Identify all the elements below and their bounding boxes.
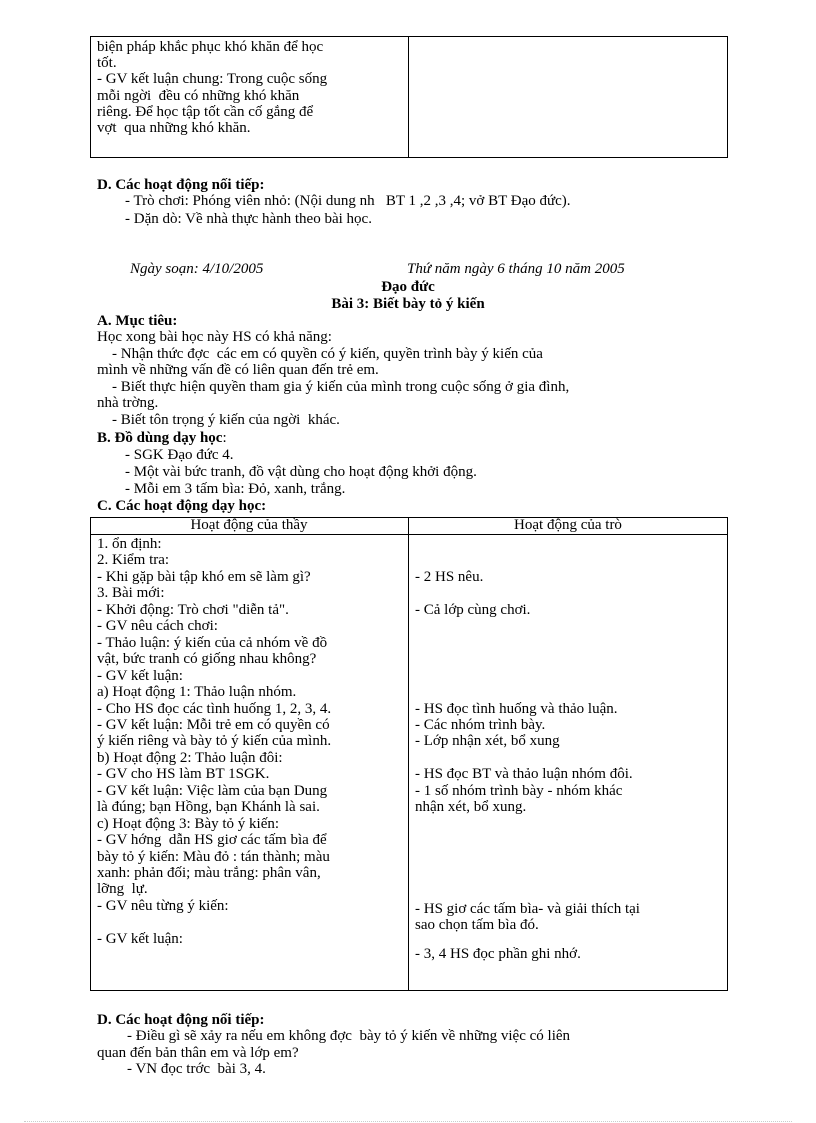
top-table-line: - GV kết luận chung: Trong cuộc sống — [97, 71, 328, 88]
section-d2-heading: D. Các hoạt động nối tiếp: — [97, 1012, 265, 1028]
main-table-divider — [408, 517, 409, 991]
date-prepared: Ngày soạn: 4/10/2005 — [130, 261, 264, 277]
student-line: nhận xét, bổ xung. — [415, 799, 527, 816]
top-table-line: biện pháp khắc phục khó khăn để học — [97, 39, 324, 55]
date-taught: Thứ năm ngày 6 tháng 10 năm 2005 — [407, 261, 625, 277]
section-d2-line: - Điều gì sẽ xảy ra nếu em không đợc bày tỏ ý kiến về những việc có liên — [97, 1028, 571, 1044]
teacher-line: - GV cho HS làm BT 1SGK. — [97, 766, 270, 783]
teacher-line: 3. Bài mới: — [97, 585, 165, 602]
teacher-line: xanh: phản đối; màu trắng: phân vân, — [97, 865, 321, 881]
teacher-line: bày tỏ ý kiến: Màu đỏ : tán thành; màu — [97, 848, 330, 865]
top-table-line: riêng. Để học tập tốt cần cố gắng để — [97, 103, 314, 120]
teacher-line: b) Hoạt động 2: Thảo luận đôi: — [97, 749, 283, 766]
teacher-line: - GV kết luận: Mỗi trẻ em có quyền có — [97, 716, 330, 733]
teacher-line: 1. ổn định: — [97, 536, 162, 552]
section-a-line: - Biết tôn trọng ý kiến của ngời khác. — [97, 411, 340, 428]
teacher-line: c) Hoạt động 3: Bày tỏ ý kiến: — [97, 815, 280, 832]
student-line: - 1 số nhóm trình bày - nhóm khác — [415, 782, 623, 799]
section-d2-line: - VN đọc trớc bài 3, 4. — [97, 1061, 266, 1077]
student-line: - 3, 4 HS đọc phần ghi nhớ. — [415, 945, 581, 962]
student-line: - HS đọc BT và thảo luận nhóm đôi. — [415, 766, 633, 783]
teacher-line: - GV kết luận: — [97, 930, 183, 947]
section-a-line: mình về những vấn đề có liên quan đến trẻ em. — [97, 362, 379, 378]
top-table-line: mỗi ngời đều có những khó khăn — [97, 87, 300, 104]
student-line: - HS đọc tình huống và thảo luận. — [415, 700, 618, 717]
teacher-line: - GV nêu từng ý kiến: — [97, 897, 229, 914]
teacher-line: - Cho HS đọc các tình huống 1, 2, 3, 4. — [97, 700, 332, 717]
section-a-line: - Biết thực hiện quyền tham gia ý kiến của mình trong cuộc sống ở gia đình, — [97, 378, 570, 395]
student-line: - Các nhóm trình bày. — [415, 716, 546, 733]
col-header-student: Hoạt động của trò — [514, 517, 622, 533]
top-table-line: tốt. — [97, 55, 117, 72]
section-b-line: - Mỗi em 3 tấm bìa: Đỏ, xanh, trắng. — [125, 481, 346, 497]
lesson-title: Bài 3: Biết bày tỏ ý kiến — [331, 296, 485, 312]
main-table-header-rule — [90, 534, 728, 535]
teacher-line: - Khi gặp bài tập khó em sẽ làm gì? — [97, 568, 311, 585]
section-c-heading: C. Các hoạt động dạy học: — [97, 498, 267, 514]
teacher-line: - Khởi động: Trò chơi "diễn tả". — [97, 601, 289, 618]
teacher-line: - Thảo luận: ý kiến của cả nhóm về đồ — [97, 634, 328, 651]
section-b-heading — [97, 431, 227, 446]
section-d2-line: quan đến bản thân em và lớp em? — [97, 1044, 299, 1061]
section-b-line: - SGK Đạo đức 4. — [125, 447, 234, 463]
section-a-line: nhà trờng. — [97, 395, 159, 411]
section-b-heading-text: B. Đồ dùng dạy học — [97, 430, 223, 446]
section-d1-heading: D. Các hoạt động nối tiếp: — [97, 177, 265, 193]
student-line: - HS giơ các tấm bìa- và giải thích tại — [415, 900, 640, 917]
section-a-heading: A. Mục tiêu: — [97, 313, 178, 329]
section-b-heading-colon: : — [222, 430, 227, 446]
section-d1-line-2: - Dặn dò: Về nhà thực hành theo bài học. — [125, 211, 372, 227]
section-d1-line-1: - Trò chơi: Phóng viên nhỏ: (Nội dung nh BT 1 ,2 ,3 ,4; vở BT Đạo đức). — [125, 193, 571, 209]
top-table-divider — [408, 36, 409, 158]
student-line: - Cả lớp cùng chơi. — [415, 601, 531, 618]
teacher-line: - GV kết luận: — [97, 667, 183, 684]
teacher-line: vật, bức tranh có giống nhau không? — [97, 651, 317, 668]
teacher-line: là đúng; bạn Hồng, bạn Khánh là sai. — [97, 799, 320, 816]
teacher-line: 2. Kiểm tra: — [97, 552, 170, 569]
subject-title: Đạo đức — [381, 279, 435, 295]
teacher-line: - GV hớng dẫn HS giơ các tấm bìa để — [97, 832, 327, 849]
teacher-line: a) Hoạt động 1: Thảo luận nhóm. — [97, 684, 297, 701]
page-bottom-rule — [24, 1121, 792, 1122]
section-a-line: - Nhận thức đợc các em có quyền có ý kiến, quyền trình bày ý kiến của — [97, 345, 543, 362]
teacher-line: - GV nêu cách chơi: — [97, 618, 218, 635]
teacher-line: - GV kết luận: Việc làm của bạn Dung — [97, 782, 328, 799]
col-header-teacher: Hoạt động của thầy — [190, 517, 308, 533]
teacher-line: ý kiến riêng và bày tỏ ý kiến của mình. — [97, 733, 332, 750]
student-line: - Lớp nhận xét, bổ xung — [415, 733, 560, 750]
top-table-line: vợt qua những khó khăn. — [97, 120, 251, 136]
section-b-line: - Một vài bức tranh, đồ vật dùng cho hoạt động khởi động. — [125, 464, 477, 480]
student-line: sao chọn tấm bìa đó. — [415, 917, 539, 934]
section-a-line: Học xong bài học này HS có khả năng: — [97, 329, 332, 345]
teacher-line: lỡng lự. — [97, 881, 148, 898]
student-line: - 2 HS nêu. — [415, 568, 484, 585]
